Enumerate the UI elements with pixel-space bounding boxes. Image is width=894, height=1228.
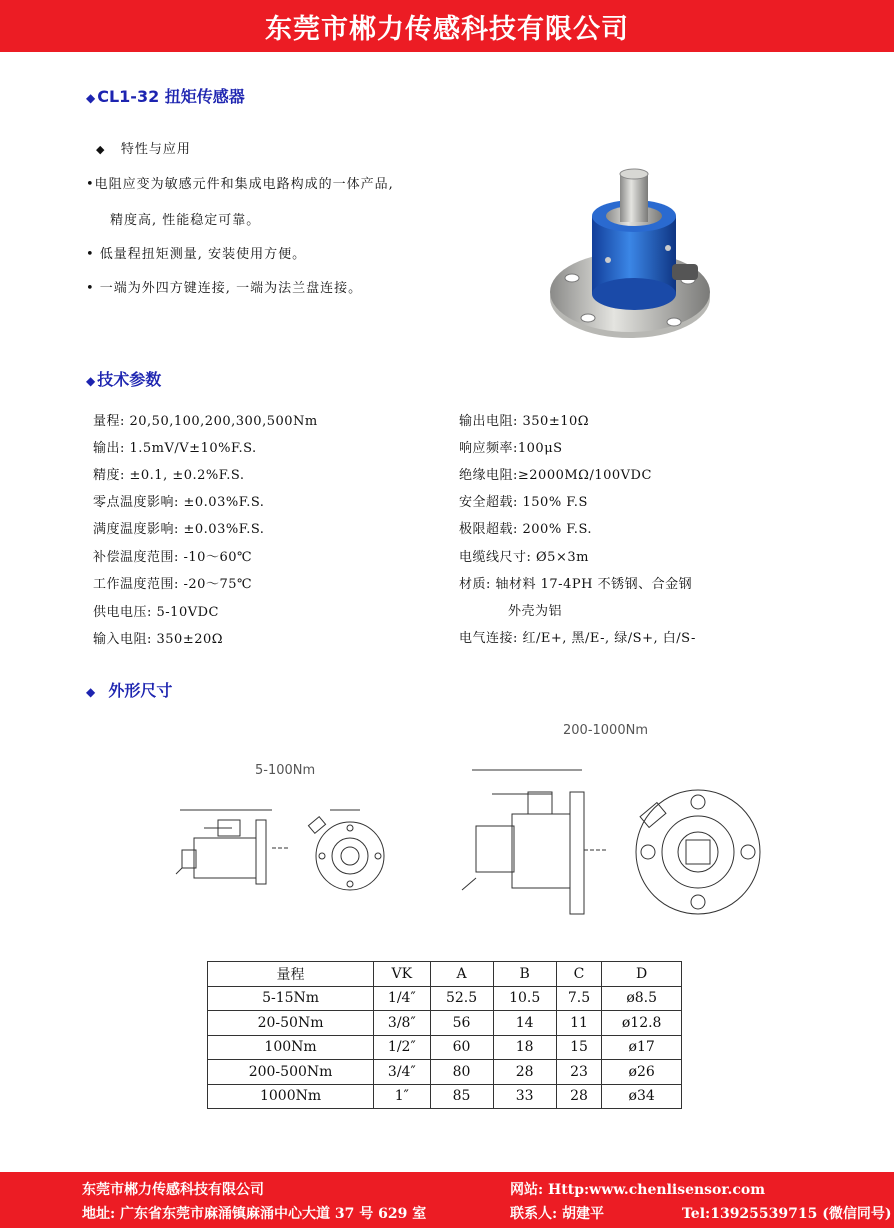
small-range-label: 5-100Nm (255, 763, 316, 778)
feature-item: • 低量程扭矩测量, 安装使用方便。 (86, 247, 307, 262)
product-title (86, 84, 245, 107)
table-cell: 11 (556, 1011, 602, 1036)
header-cell: B (493, 962, 556, 987)
table-cell: 28 (556, 1084, 602, 1109)
table-cell: 60 (430, 1035, 493, 1060)
tech-params-title (86, 367, 161, 390)
table-cell: 100Nm (208, 1035, 374, 1060)
table-cell: ø34 (602, 1084, 682, 1109)
table-cell: ø12.8 (602, 1011, 682, 1036)
large-front-view-drawing (620, 768, 776, 928)
large-side-view-drawing (452, 760, 608, 920)
table-cell: 7.5 (556, 986, 602, 1011)
diamond-icon: ◆ (86, 685, 96, 699)
diamond-icon: ◆ (96, 143, 106, 156)
table-cell: 3/8″ (374, 1011, 430, 1036)
header-cell: D (602, 962, 682, 987)
spec-span-temp: 满度温度影响: ±0.03%F.S. (93, 522, 265, 537)
spec-work-temp: 工作温度范围: -20～75℃ (93, 577, 253, 592)
small-front-view-drawing (300, 800, 392, 892)
spec-cable: 电缆线尺寸: Ø5×3m (459, 550, 589, 565)
torque-sensor-image (548, 168, 718, 348)
feature-item: • 一端为外四方键连接, 一端为法兰盘连接。 (86, 281, 363, 296)
table-cell: 1/4″ (374, 986, 430, 1011)
dimensions-title (86, 678, 172, 701)
table-cell: 5-15Nm (208, 986, 374, 1011)
table-cell: ø8.5 (602, 986, 682, 1011)
table-cell: 1000Nm (208, 1084, 374, 1109)
spec-accuracy: 精度: ±0.1, ±0.2%F.S. (93, 468, 245, 483)
features-heading-text: 特性与应用 (120, 142, 191, 157)
table-row (208, 1060, 682, 1085)
table-cell: 56 (430, 1011, 493, 1036)
header-cell: 量程 (208, 962, 374, 987)
table-cell: 28 (493, 1060, 556, 1085)
table-cell: 3/4″ (374, 1060, 430, 1085)
header-cell: C (556, 962, 602, 987)
diamond-icon: ◆ (86, 374, 96, 388)
spec-output: 输出: 1.5mV/V±10%F.S. (93, 441, 257, 456)
spec-safe-overload: 安全超载: 150% F.S (459, 495, 588, 510)
spec-comp-temp: 补偿温度范围: -10～60℃ (93, 550, 253, 565)
page-footer (0, 1172, 894, 1228)
dimensions-table (207, 961, 682, 1109)
table-cell: 1″ (374, 1084, 430, 1109)
footer-contact: 联系人: 胡建平 (510, 1206, 605, 1222)
header-cell: VK (374, 962, 430, 987)
footer-tel: Tel:13925539715 (微信同号) (682, 1206, 892, 1222)
feature-item: 精度高, 性能稳定可靠。 (110, 213, 261, 228)
table-cell: ø17 (602, 1035, 682, 1060)
table-cell: 33 (493, 1084, 556, 1109)
spec-limit-overload: 极限超载: 200% F.S. (459, 522, 593, 537)
footer-address: 地址: 广东省东莞市麻涌镇麻涌中心大道 37 号 629 室 (82, 1206, 427, 1222)
small-side-view-drawing (172, 798, 292, 888)
table-cell: 80 (430, 1060, 493, 1085)
footer-website[interactable]: 网站: Http:www.chenlisensor.com (510, 1182, 766, 1198)
table-cell: 1/2″ (374, 1035, 430, 1060)
diamond-icon: ◆ (86, 91, 96, 105)
spec-wiring: 电气连接: 红/E+, 黑/E-, 绿/S+, 白/S- (459, 631, 696, 646)
table-cell: 23 (556, 1060, 602, 1085)
header-cell: A (430, 962, 493, 987)
features-heading (96, 138, 191, 157)
tech-params-title-text: 技术参数 (97, 370, 162, 389)
company-title: 东莞市郴力传感科技有限公司 (265, 13, 629, 45)
dimensions-title-text: 外形尺寸 (108, 681, 173, 700)
table-row (208, 1035, 682, 1060)
product-title-text: CL1-32 扭矩传感器 (97, 87, 245, 106)
page-header (0, 0, 894, 52)
table-cell: 85 (430, 1084, 493, 1109)
table-row (208, 1011, 682, 1036)
spec-supply: 供电电压: 5-10VDC (93, 605, 219, 620)
table-cell: 15 (556, 1035, 602, 1060)
spec-insulation: 绝缘电阻:≥2000MΩ/100VDC (459, 468, 652, 483)
table-cell: 10.5 (493, 986, 556, 1011)
spec-input-res: 输入电阻: 350±20Ω (93, 632, 224, 647)
spec-response: 响应频率:100μS (459, 441, 563, 456)
spec-output-res: 输出电阻: 350±10Ω (459, 414, 590, 429)
table-cell: 14 (493, 1011, 556, 1036)
spec-range: 量程: 20,50,100,200,300,500Nm (93, 414, 318, 429)
table-cell: 18 (493, 1035, 556, 1060)
table-header-row (208, 962, 682, 987)
footer-company: 东莞市郴力传感科技有限公司 (82, 1182, 264, 1198)
large-range-label: 200-1000Nm (563, 723, 648, 738)
spec-housing: 外壳为铝 (508, 604, 563, 619)
table-row (208, 986, 682, 1011)
table-row (208, 1084, 682, 1109)
spec-material: 材质: 轴材料 17-4PH 不锈钢、合金钢 (459, 577, 693, 592)
table-cell: ø26 (602, 1060, 682, 1085)
table-cell: 52.5 (430, 986, 493, 1011)
table-cell: 20-50Nm (208, 1011, 374, 1036)
table-cell: 200-500Nm (208, 1060, 374, 1085)
spec-zero-temp: 零点温度影响: ±0.03%F.S. (93, 495, 265, 510)
feature-item: •电阻应变为敏感元件和集成电路构成的一体产品, (86, 177, 394, 192)
